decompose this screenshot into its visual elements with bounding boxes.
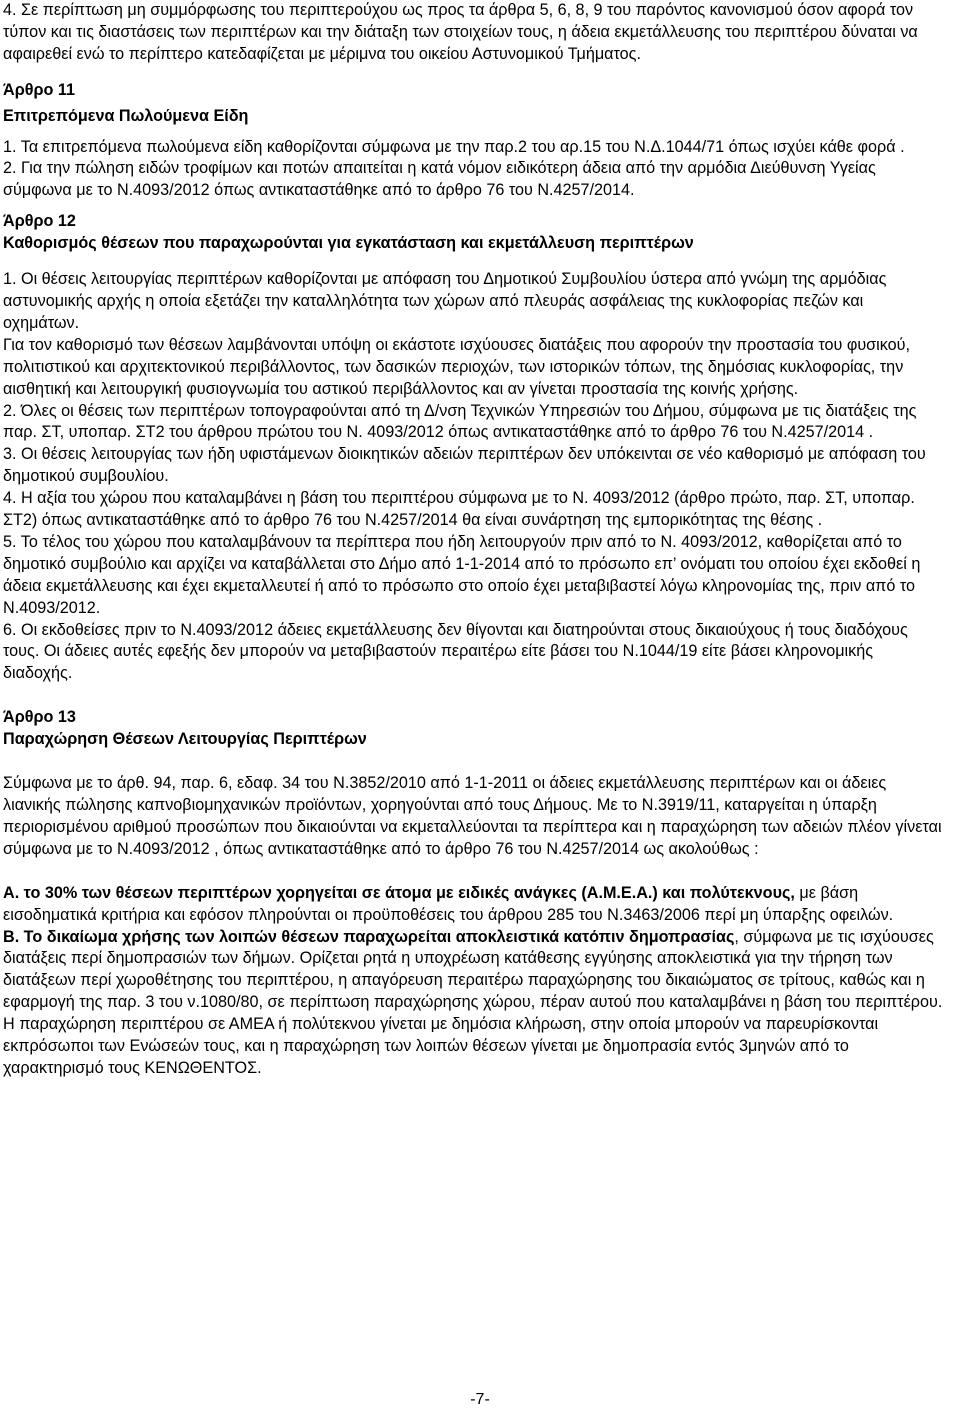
article-11-paragraph-1: 1. Τα επιτρεπόμενα πωλούμενα είδη καθορίζονται σύμφωνα με την παρ.2 του αρ.15 του Ν.Δ.1044/71 όπως ισχύει κάθε φορά . — [3, 137, 905, 156]
article-13-clause-a-bold: Α. το 30% των θέσεων περιπτέρων χορηγείται σε άτομα με ειδικές ανάγκες (Α.Μ.Ε.Α.) και πολύτεκνους, — [3, 883, 795, 902]
article-13-clause-b-bold: Β. Το δικαίωμα χρήσης των λοιπών θέσεων παραχωρείται αποκλειστικά κατόπιν δημοπρασίας — [3, 927, 735, 946]
article-13-paragraph-1: Σύμφωνα με το άρθ. 94, παρ. 6, εδαφ. 34 του Ν.3852/2010 από 1-1-2011 οι άδειες εκμετάλλευσης περιπτέρων και οι άδειες λιανικής πώλησης καπνοβιομηχανικών προϊόντων, χορηγούνται από τους Δήμους. Με το Ν.3919/11, καταργείται η ύπαρξη περιορισμένου αριθμού προσώπων που δικαιούνται να εκμεταλλεύονται τα περίπτερα και η παραχώρηση των αδειών πλέον γίνεται σύμφωνα με το Ν.4093/2012 , όπως αντικαταστάθηκε από το άρθρο 76 του Ν.4257/2014 ως ακολούθως : — [3, 774, 942, 858]
article-13-clause-a — [3, 883, 943, 927]
article-12-title: Καθορισμός θέσεων που παραχωρούνται για εγκατάσταση και εκμετάλλευση περιπτέρων — [3, 234, 694, 253]
article-13-clause-b-rest: , σύμφωνα με τις ισχύουσες διατάξεις περί δημοπρασιών των δήμων. Ορίζεται ρητά η υποχρέωση κατάθεσης εγγύησης αποκλειστικά για την τήρηση των διατάξεων περί χωροθέτησης του περιπτέρου, η απαγόρευση περαιτέρω παραχώρησης του δικαιώματος σε τρίτους, καθώς και η εφαρμογή της παρ. 3 του ν.1080/80, σε περίπτωση παραχώρησης χώρου, πέραν αυτού που καταλαμβάνει η βάση του περιπτέρου. — [3, 927, 943, 1012]
article-12-paragraph-1: 1. Οι θέσεις λειτουργίας περιπτέρων καθορίζονται με απόφαση του Δημοτικού Συμβουλίου ύστερα από γνώμη της αρμόδιας αστυνομικής αρχής η οποία εξετάζει την καταλληλότητα των χώρων από πλευράς ασφάλειας της κυκλοφορίας πεζών και οχημάτων. — [3, 270, 887, 332]
article-13-clause-b-paragraph-2: Η παραχώρηση περιπτέρου σε ΑΜΕΑ ή πολύτεκνου γίνεται με δημόσια κλήρωση, στην οποία μπορούν να παρευρίσκονται εκπρόσωποι των Ενώσεών τους, και η παραχώρηση των λοιπών θέσεων γίνεται με δημοπρασία εντός 3μηνών από το χαρακτηρισμό τους ΚΕΝΩΘΕΝΤΟΣ. — [3, 1015, 879, 1077]
article-13-title: Παραχώρηση Θέσεων Λειτουργίας Περιπτέρων — [3, 730, 367, 749]
page-number: -7- — [470, 1391, 490, 1408]
article-12-heading: Άρθρο 12 — [3, 212, 76, 231]
intro-paragraph-4: 4. Σε περίπτωση μη συμμόρφωσης του περιπτερούχου ως προς τα άρθρα 5, 6, 8, 9 του παρόντος κανονισμού όσον αφορά τον τύπον και τις διαστάσεις των περιπτέρων και την διάταξη των στοιχείων τους, η άδεια εκμετάλλευσης του περιπτέρου δύναται να αφαιρεθεί ενώ το περίπτερο κατεδαφίζεται με μέριμνα του οικείου Αστυνομικού Τμήματος. — [3, 1, 918, 63]
article-12-paragraph-2: 2. Όλες οι θέσεις των περιπτέρων τοπογραφούνται από τη Δ/νση Τεχνικών Υπηρεσιών του Δήμου, σύμφωνα με τις διατάξεις της παρ. ΣΤ, υποπαρ. ΣΤ2 του άρθρου πρώτου του Ν. 4093/2012 όπως αντικαταστάθηκε από το άρθρο 76 του Ν.4257/2014 . — [3, 401, 917, 442]
article-13-heading: Άρθρο 13 — [3, 708, 76, 727]
article-12-paragraph-1b: Για τον καθορισμό των θέσεων λαμβάνονται υπόψη οι εκάστοτε ισχύουσες διατάξεις που αφορούν την προστασία του φυσικού, πολιτιστικού και αρχιτεκτονικού περιβάλλοντος, των δασικών περιοχών, των ιστορικών τόπων, της δημόσιας κυκλοφορίας, την αισθητική και λειτουργική φυσιογνωμία του αστικού περιβάλλοντος και αν γίνεται προστασία της κοινής χρήσης. — [3, 335, 911, 398]
article-13-clause-a-rest: με βάση εισοδηματικά κριτήρια και εφόσον πληρούνται οι προϋποθέσεις του άρθρου 285 του Ν.3463/2006 περί μη ύπαρξης οφειλών. — [3, 883, 894, 924]
article-12-paragraph-6: 6. Οι εκδοθείσες πριν το Ν.4093/2012 άδειες εκμετάλλευσης δεν θίγονται και διατηρούνται στους δικαιούχους ή τους διαδόχους τους. Οι άδειες αυτές εφεξής δεν μπορούν να μεταβιβαστούν περαιτέρω είτε βάσει του Ν.1044/19 είτε βάσει κληρονομικής διαδοχής. — [3, 620, 908, 683]
article-12-paragraph-3: 3. Οι θέσεις λειτουργίας των ήδη υφιστάμενων διοικητικών αδειών περιπτέρων δεν υπόκεινται σε νέο καθορισμό με απόφαση του δημοτικού συμβουλίου. — [3, 445, 926, 486]
article-12-paragraph-5: 5. Το τέλος του χώρου που καταλαμβάνουν τα περίπτερα που ήδη λειτουργούν πριν από το Ν. 4093/2012, καθορίζεται από το δημοτικό συμβούλιο και αρχίζει να καταβάλλεται στο Δήμο από 1-1-2014 από το πρόσωπο επ’ ονόματι του οποίου έχει εκδοθεί η άδεια εκμετάλλευσης και έχει εκμεταλλευτεί ή από το πρόσωπο στο οποίο έχει μεταβιβαστεί λόγω κληρονομίας της, πριν από το Ν.4093/2012. — [3, 532, 921, 617]
article-11-paragraph-2: 2. Για την πώληση ειδών τροφίμων και ποτών απαιτείται η κατά νόμον ειδικότερη άδεια από την αρμόδια Διεύθυνση Υγείας σύμφωνα με το Ν.4093/2012 όπως αντικαταστάθηκε από το άρθρο 76 του Ν.4257/2014. — [3, 159, 876, 200]
article-13-clause-b — [3, 927, 943, 1015]
article-11-title: Επιτρεπόμενα Πωλούμενα Είδη — [3, 106, 249, 125]
article-12-paragraph-4: 4. Η αξία του χώρου που καταλαμβάνει η βάση του περιπτέρου σύμφωνα με το Ν. 4093/2012 (άρθρο πρώτο, παρ. ΣΤ, υποπαρ. ΣΤ2) όπως αντικαταστάθηκε από το άρθρο 76 του Ν.4257/2014 θα είναι συνάρτηση της εμπορικότητας της θέσης . — [3, 489, 915, 530]
article-11-heading: Άρθρο 11 — [3, 80, 75, 99]
